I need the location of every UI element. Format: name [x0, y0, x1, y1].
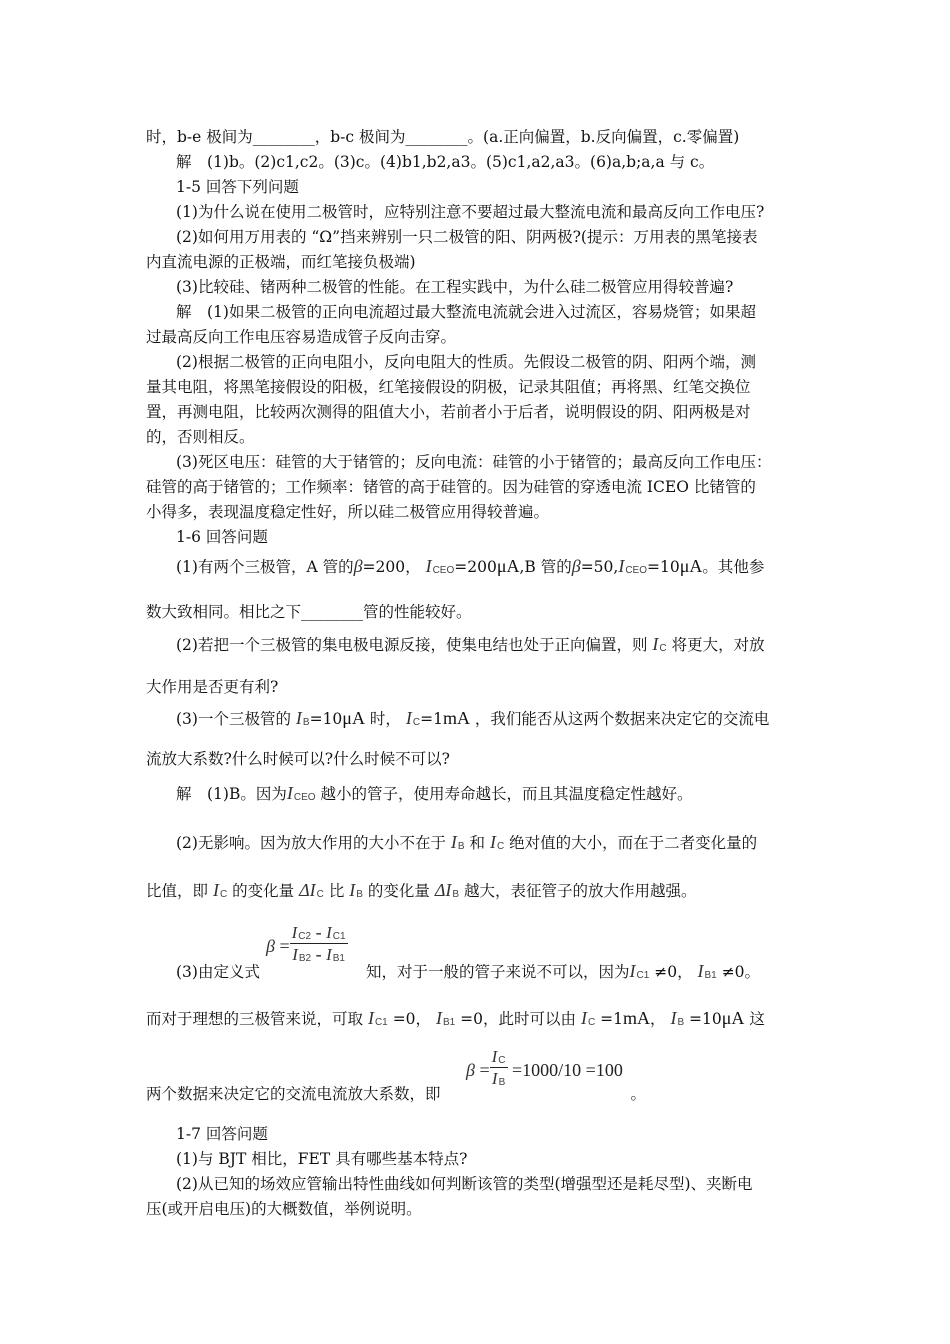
text-line: 时，b-e 极间为________，b-c 极间为________。(a.正向偏置，b.反向偏置，c.零偏置) — [146, 128, 740, 146]
answer-3-line: (3)由定义式 知，对于一般的管子来说不可以，因为IC1 ≠0， IB1 ≠0。 — [176, 961, 761, 981]
answer-2-line: (2)无影响。因为放大作用的大小不在于 IB 和 IC 绝对值的大小，而在于二者变化量的 — [176, 832, 758, 852]
text-line: 流放大系数?什么时候可以?什么时候不可以? — [146, 750, 450, 768]
answer-3-line-cont: 而对于理想的三极管来说，可取 IC1 =0， IB1 =0，此时可以由 IC =1mA， IB =10μA 这 — [146, 1008, 765, 1028]
question-2-line: (2)若把一个三极管的集电极电源反接，使集电结也处于正向偏置，则 IC 将更大，对放 — [176, 634, 765, 654]
text-line: 解 (1)b。(2)c1,c2。(3)c。(4)b1,b2,a3。(5)c1,a2,a3。(6)a,b;a,a 与 c。 — [176, 153, 715, 171]
text-line: 量其电阻，将黑笔接假设的阳极，红笔接假设的阴极，记录其阻值；再将黑、红笔交换位 — [146, 378, 751, 396]
question-1-line: (1)有两个三极管，A 管的β=200， ICEO=200μA,B 管的β=50,ICEO=10μA。其他参 — [176, 556, 765, 576]
text-line: 内直流电源的正极端，而红笔接负极端) — [146, 253, 416, 271]
text-line: (3)死区电压：硅管的大于锗管的；反向电流：硅管的小于锗管的；最高反向工作电压： — [176, 453, 772, 471]
text-line: 硅管的高于锗管的；工作频率：锗管的高于硅管的。因为硅管的穿透电流 ICEO 比锗管的 — [146, 478, 756, 496]
text-line: 过最高反向工作电压容易造成管子反向击穿。 — [146, 328, 457, 346]
question-3-line: (3)一个三极管的 IB=10μA 时， IC=1mA ，我们能否从这两个数据来决定它的交流电 — [176, 708, 770, 728]
beta-definition-formula: β = $\frac{IC2 - IC1}{IB2 - IB1}$ — [266, 922, 346, 964]
text-line: (2)根据二极管的正向电阻小，反向电阻大的性质。先假设二极管的阴、阳两个端，测 — [176, 353, 756, 371]
section-heading: 1-5 回答下列问题 — [176, 178, 299, 196]
text-line: (2)如何用万用表的 “Ω”挡来辨别一只二极管的阳、阴两极?(提示：万用表的黑笔接表 — [176, 228, 758, 246]
section-heading: 1-6 回答问题 — [176, 528, 268, 546]
text-line: 置，再测电阻，比较两次测得的阻值大小，若前者小于后者，说明假设的阴、阳两极是对 — [146, 403, 751, 421]
answer-2-line-cont: 比值，即 IC 的变化量 ΔIC 比 IB 的变化量 ΔIB 越大，表征管子的放大作用越强。 — [146, 880, 697, 900]
answer-1-line: 解 (1)B。因为ICEO 越小的管子，使用寿命越长，而且其温度稳定性越好。 — [176, 783, 693, 803]
text-line: (1)与 BJT 相比，FET 具有哪些基本特点? — [176, 1150, 468, 1168]
text-line: 的，否则相反。 — [146, 428, 255, 446]
text-line: (2)从已知的场效应管输出特性曲线如何判断该管的类型(增强型还是耗尽型)、夹断电 — [176, 1175, 753, 1193]
text-line: 大作用是否更有利? — [146, 678, 279, 696]
text-line: (3)比较硅、锗两种二极管的性能。在工程实践中，为什么硅二极管应用得较普遍? — [176, 278, 734, 296]
text-line: 解 (1)如果二极管的正向电流超过最大整流电流就会进入过流区，容易烧管；如果超 — [176, 303, 756, 321]
text-line: 数大致相同。相比之下________管的性能较好。 — [146, 603, 472, 621]
beta-ratio-formula: β = $\frac{IC}{IB}$ =1000/10 =100 — [466, 1047, 623, 1088]
text-line: 压(或开启电压)的大概数值，举例说明。 — [146, 1200, 422, 1218]
section-heading: 1-7 回答问题 — [176, 1125, 268, 1143]
text-line: 小得多，表现温度稳定性好，所以硅二极管应用得较普遍。 — [146, 503, 550, 521]
answer-3-line-end: 两个数据来决定它的交流电流放大系数，即 。 — [146, 1085, 647, 1103]
text-line: (1)为什么说在使用二极管时，应特别注意不要超过最大整流电流和最高反向工作电压? — [176, 203, 765, 221]
